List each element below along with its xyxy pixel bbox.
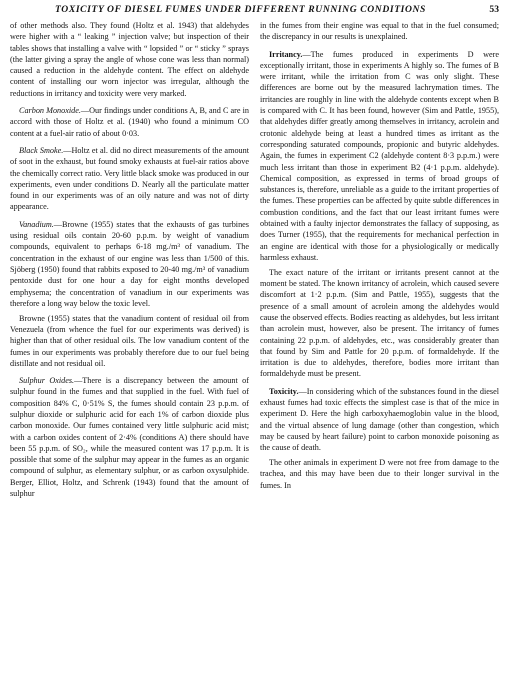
paragraph-text: —In considering which of the substances found in the diesel exhaust fumes had toxic effects the simplest case is that of the mice in experiment D. Here the high carboxyhaemoglobin value in the blood, and the virtual absence of lung damage (other than congestion, which may be caused by heart failure) point to carbon monoxide poisoning as the cause of death.: [260, 386, 499, 453]
paragraph-carbon-monoxide: [10, 105, 249, 139]
paragraph-text: —There is a discrepancy between the amount of sulphur found in the fumes and that supplied in the fuel. With fuel of composition 84% C, 0·51% S, the fumes should contain 23 p.p.m. of sulphur dioxide or sulphuric acid for each 1% of carbon dioxide plus carbon monoxide. Our fumes contained very little sulphuric acid mist; with a carbon oxides content of 2·4% (conditions A) there should have been 55 p.p.m. of SO₂, while the measured content was 17 p.p.m. It is possible that some of the sulphur may appear in the fumes as an organic compound of sulphur, as elementary sulphur, or as carbon oxysulphide. Berger, Elliot, Holtz, and Schrenk (1943) found that the amount of sulphur: [10, 376, 249, 499]
paragraph-text: —Browne (1955) states that the exhausts of gas turbines using residual oils contain 20-60 p.p.m. by weight of vanadium compounds, equivalent to perhaps 6-18 mg./m³ of vanadium. The concentration in the exhaust of our engine was less than 1/500 of this. Sjöberg (1950) found that rabbits exposed to 20-40 mg./m³ of vanadium pentoxide dust for one hour a day for eight months developed emphysema; the concentration of vanadium in our experiments was therefore a long way below the toxic level.: [10, 219, 249, 308]
page-header: [10, 4, 499, 19]
page-number: 53: [489, 4, 499, 15]
paragraph-text: of other methods also. They found (Holtz et al. 1943) that aldehydes were higher with a “ leaking ” injection valve; but inspection of their tables shows that installing a valve with “ lopsided ” or “ sticky ” sprays (the latter giving a spray the angle of whose cone was less than normal) caused a reduction in the aldehyde content. The effect on aldehyde content of installing our worn injector was irregular, although the reductions in irritancy and toxicity were very marked.: [10, 21, 249, 98]
paragraph-text: in the fumes from their engine was equal to that in the fuel consumed; the discrepancy in our results is unexplained.: [260, 21, 499, 42]
section-heading-toxicity: Toxicity.: [269, 386, 299, 396]
paragraph-other-animals: [260, 457, 499, 491]
section-heading-sulphur-oxides: Sulphur Oxides.: [19, 376, 75, 386]
paragraph-aldehyde-injector: [10, 20, 249, 99]
section-heading-irritancy: Irritancy.: [269, 49, 303, 59]
paragraph-irritancy: [260, 49, 499, 264]
paragraph-text: —Our findings under conditions A, B, and C are in accord with those of Holtz et al. (1940) who found a minimum CO content at a fuel-air ratio of about 0·03.: [10, 106, 249, 138]
section-heading-vanadium: Vanadium.: [19, 219, 54, 229]
paragraph-text: The exact nature of the irritant or irritants present cannot at the moment be stated. The known irritancy of acrolein, which caused severe discomfort at 1·2 p.p.m. (Sim and Pattle, 1955), suggests that the presence of a small amount of acrolein among the aldehydes would cause the observed effects. Bodies reacting as aldehydes, but less irritant than acrolein must, however, also be present. The irritancy of fumes containing 22 p.p.m. of aldehydes, etc., was considerably greater than that found by Sim and Pattle for 20 p.p.m. of formaldehyde. If the irritation is due to aldehydes, therefore, bodies more irritant than formaldehyde must be present.: [260, 267, 499, 379]
paragraph-text: —Holtz et al. did no direct measurements of the amount of soot in the exhaust, but found smoky exhausts at fuel-air ratios above the chemically correct ratio. Very little black smoke was produced in our experiments, even under conditions D. Nearly all the particulate matter found in our experiments was of an oily nature and was not of dirty appearance.: [10, 145, 249, 212]
paragraph-black-smoke: [10, 145, 249, 213]
paragraph-sulphur-continued: [260, 20, 499, 43]
section-heading-carbon-monoxide: Carbon Monoxide.: [19, 106, 81, 116]
left-column: [10, 20, 249, 503]
paragraph-text: Browne (1955) states that the vanadium content of residual oil from Venezuela (from whence the fuel for our experiments was derived) is higher than that of other residual oils. The low vanadium content of the fumes in our experiments was probably therefore due to our fuel being distillate and not residual oil.: [10, 313, 249, 368]
section-heading-black-smoke: Black Smoke.: [19, 145, 64, 155]
paragraph-text: —The fumes produced in experiments D were exceptionally irritant, those in experiments A highly so. The fumes of B were irritant, while the irritation from C was only slight. These differences are borne out by the measured lachrymation times. The irritancies are roughly in line with the aldehyde contents except when B is compared with C. It has been found, however (Sim and Pattle, 1955), that aldehydes differ greatly among themselves in irritancy, acrolein and crotonic aldehyde being at least a hundred times as irritant as the corresponding saturated compounds, propionic and butyric aldehydes. Again, the fumes in experiment C2 (aldehyde content 8·3 p.p.m.) were much less irritant than those in experiment B2 (4·1 p.p.m. aldehyde). Chemical composition, as expressed in terms of broad groups of substances is, therefore, unreliable as a guide to the irritant properties of the fumes. These properties can be affected by quite subtle differences in combustion conditions, and the fact that our least irritant fumes were obtained with a faulty injector demonstrates the fallacy of supposing, as does Turner (1955), that the requirements for mechanical perfection in an engine are identical with those for a physiologically or medically harmless exhaust.: [260, 49, 499, 262]
paragraph-toxicity: [260, 386, 499, 454]
running-title: TOXICITY OF DIESEL FUMES UNDER DIFFERENT RUNNING CONDITIONS: [55, 4, 426, 15]
paragraph-vanadium: [10, 219, 249, 309]
two-column-body: [10, 20, 499, 503]
paragraph-text: The other animals in experiment D were not free from damage to the trachea, and this may have been due to their longer survival in the fumes. In: [260, 457, 499, 490]
paragraph-irritant-nature: [260, 267, 499, 380]
paragraph-vanadium-residual-oil: [10, 313, 249, 369]
paragraph-sulphur-oxides: [10, 375, 249, 499]
right-column: [260, 20, 499, 503]
